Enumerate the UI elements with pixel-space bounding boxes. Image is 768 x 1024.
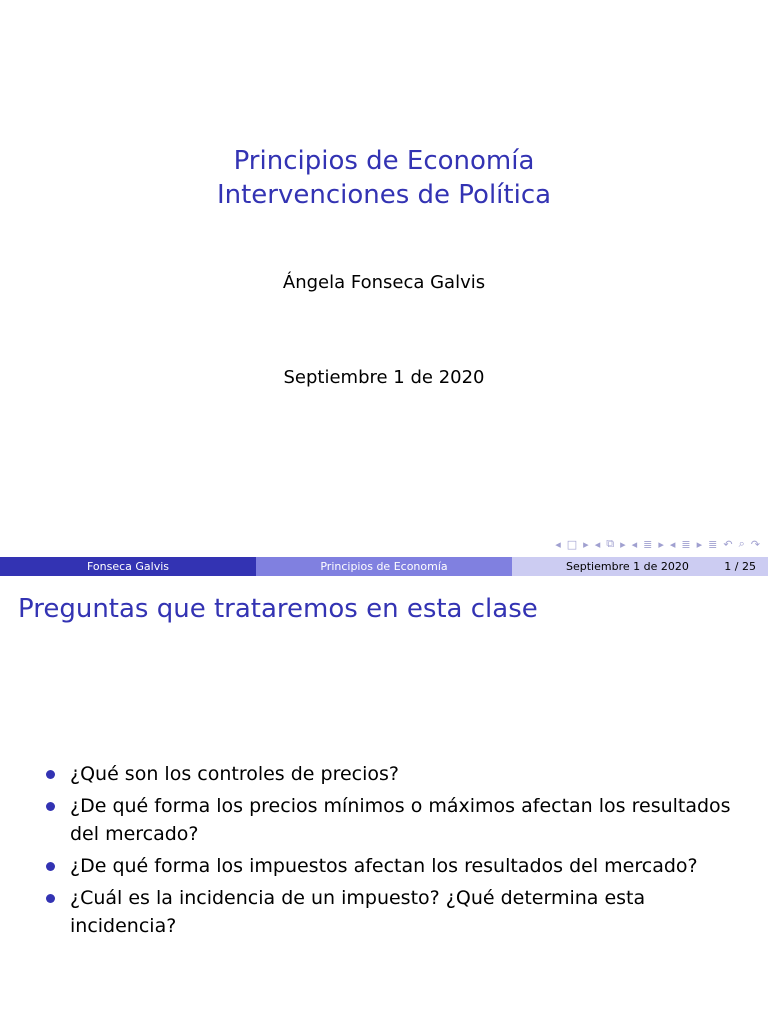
next-slide-icon[interactable]: ▸ <box>583 537 589 551</box>
frame-nav-icon[interactable]: ⧉ <box>606 537 615 550</box>
search-back-icon[interactable]: ↶ <box>723 537 733 551</box>
bullet-icon <box>46 802 55 811</box>
prev-frame-icon[interactable]: ◂ <box>594 537 601 551</box>
list-item <box>44 884 744 940</box>
bullet-icon <box>46 770 55 779</box>
footer-title: Principios de Economía <box>256 557 512 576</box>
content-slide <box>0 576 768 1024</box>
search-forward-icon[interactable]: ↷ <box>750 537 760 551</box>
item-text: ¿Cuál es la incidencia de un impuesto? ¿Qué determina esta incidencia? <box>70 887 646 937</box>
prev-slide-icon[interactable]: ◂ <box>555 537 561 551</box>
title-line-1: Principios de Economía <box>233 146 535 176</box>
beamer-navigation[interactable] <box>555 535 760 553</box>
item-text: ¿Qué son los controles de precios? <box>70 763 400 785</box>
presentation-date: Septiembre 1 de 2020 <box>283 367 485 388</box>
bullet-icon <box>46 862 55 871</box>
subsection-nav-icon[interactable]: ≣ <box>643 537 653 551</box>
toc-icon[interactable]: ≣ <box>708 537 718 551</box>
title-line-2: Intervenciones de Política <box>216 180 552 210</box>
slide-footer <box>0 557 768 576</box>
item-text: ¿De qué forma los precios mínimos o máximos afectan los resultados del mercado? <box>70 795 731 845</box>
presentation-title <box>0 144 768 212</box>
footer-date: Septiembre 1 de 2020 <box>566 560 689 573</box>
bullet-icon <box>46 894 55 903</box>
section-nav-icon[interactable]: ≣ <box>681 537 691 551</box>
page-number: 1 / 25 <box>724 560 756 573</box>
footer-info <box>512 557 768 576</box>
next-subsection-icon[interactable]: ▸ <box>658 537 664 551</box>
slide-nav-icon[interactable]: □ <box>566 537 578 551</box>
prev-subsection-icon[interactable]: ◂ <box>631 537 638 551</box>
footer-author: Fonseca Galvis <box>0 557 256 576</box>
list-item <box>44 792 744 848</box>
item-text: ¿De qué forma los impuestos afectan los resultados del mercado? <box>70 855 698 877</box>
prev-section-icon[interactable]: ◂ <box>669 537 676 551</box>
list-item <box>44 852 744 880</box>
list-item <box>44 760 744 788</box>
next-frame-icon[interactable]: ▸ <box>620 537 626 551</box>
search-icon[interactable]: ⌕ <box>738 537 745 550</box>
next-section-icon[interactable]: ▸ <box>696 537 703 551</box>
question-list <box>44 760 744 944</box>
author-name: Ángela Fonseca Galvis <box>282 272 486 293</box>
frame-title: Preguntas que trataremos en esta clase <box>18 594 538 624</box>
